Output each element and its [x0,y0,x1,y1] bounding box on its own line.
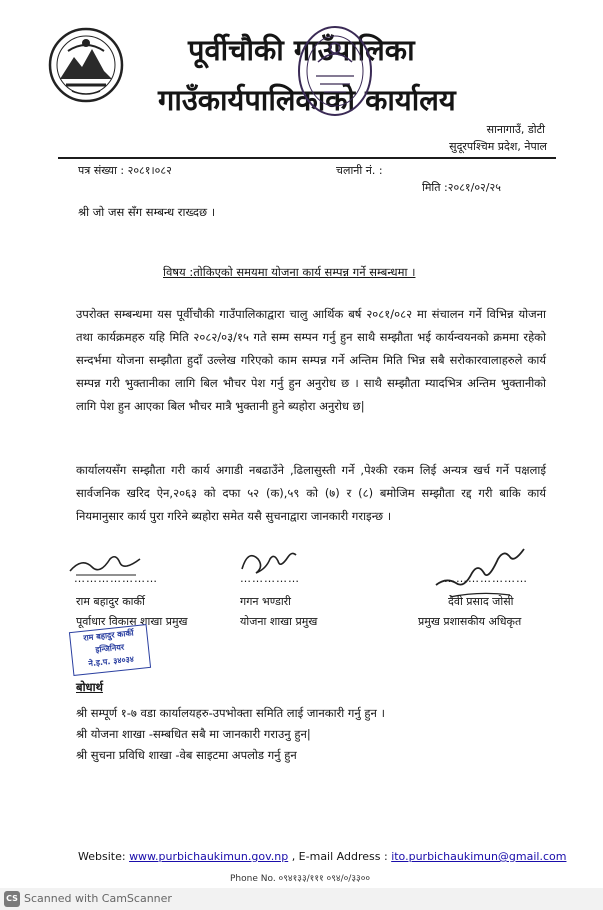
footer-contact [78,850,566,863]
signatory-name-2: गगन भण्डारी [240,595,292,608]
email-link[interactable]: ito.purbichaukimun@gmail.com [391,850,567,863]
email-label: , E-mail Address : [291,850,388,863]
website-label: Website: [78,850,126,863]
signatory-name-1: राम बहादुर कार्की [76,595,145,608]
letter-date: मिति :२०८१/०२/२५ [422,181,501,194]
scanner-watermark-bar [0,888,603,910]
camscanner-icon: CS [4,891,20,907]
footer-phone: Phone No. ०९४१३३/१११ ०९४/०/३३०० [230,874,371,884]
cc-item-3: श्री सुचना प्रविधि शाखा -वेब साइटमा अपलोड गर्नु हुन [76,748,297,762]
stamp-name: राम बहादुर कार्की [82,628,135,643]
engineer-stamp [69,624,151,676]
signature-line-2: …………… [240,572,300,585]
signatory-title-3: प्रमुख प्रशासकीय अधिकृत [418,615,522,628]
cc-item-1: श्री सम्पूर्ण १-७ वडा कार्यालयहरु-उपभोक्ता समिति लाई जानकारी गर्नु हुन । [76,706,385,720]
stamp-registration: ने.इ.प. ३४०३४ [88,654,135,669]
office-name: गाउँकार्यपालिकाको कार्यालय [158,83,456,117]
cc-heading: बोधार्थ [76,680,103,694]
letter-subject: विषय :तोकिएको समयमा योजना कार्य सम्पन्न गर्ने सम्बन्धमा । [163,265,416,279]
header-divider [58,157,556,159]
signature-line-3: ………………… [444,572,528,585]
salutation: श्री जो जस सँग सम्बन्ध राख्दछ । [78,205,216,219]
address-line-1: सानागाउँ, डोटी [486,123,545,136]
body-paragraph-1: उपरोक्त सम्बन्धमा यस पूर्वीचौकी गाउँपालिकाद्वारा चालु आर्थिक बर्ष २०८१/०८२ मा संचालन गर्ने विभिन्न योजना तथा कार्यक्रमहरु यहि मिति २०८२/०३/१५ गते सम्म सम्पन गर्नु हुन साथै सम्झौता भई कार्यन्वयनको क्रममा रहेको सन्दर्भमा योजना सम्झौता हुदाँ उल्लेख गरिएको काम सम्पन्न गर्ने अन्तिम मिति भिन्न सबै सरोकारवालाहरुले कार्य सम्पन्न गरी भुक्तानीका लागि बिल भौचर पेश गर्नु हुन अनुरोध छ । साथै सम्झौता म्यादभित्र अन्तिम भुक्तानीको लागि पेश हुन आएका बिल भौचर मात्रै भुक्तानी हुने ब्यहोरा अनुरोध छ| [76,307,546,413]
body-paragraph-2: कार्यालयसँग सम्झौता गरी कार्य अगाडी नबढाउँने ,ढिलासुस्ती गर्ने ,पेश्की रकम लिई अन्यत्र खर्च गर्ने पक्षलाई सार्वजनिक खरिद ऐन,२०६३ को दफा ५२ (क),५९ को (७) र (८) बमोजिम सम्झौता रद्द गरी बाकि कार्य नियमानुसार कार्य पुरा गरिने ब्यहोरा समेत यसै सुचनाद्वारा जानकारी गराइन्छ । [76,463,546,523]
website-link[interactable]: www.purbichaukimun.gov.np [129,850,289,863]
organization-name: पूर्वीचौकी गाउँपालिका [188,33,415,67]
stamp-designation: इन्जिनियर [95,642,125,655]
office-seal-stamp-icon [296,24,374,118]
signatory-name-3: देवी प्रसाद जोसी [448,595,514,608]
signatory-title-1: पूर्वाधार विकास शाखा प्रमुख [76,615,188,628]
letter-number: पत्र संख्या : २०८१।०८२ [78,164,172,177]
address-line-2: सुदूरपश्चिम प्रदेश, नेपाल [449,140,547,153]
scanner-watermark-text: Scanned with CamScanner [24,892,172,905]
nepal-emblem-icon [48,27,124,103]
cc-item-2: श्री योजना शाखा -सम्बधित सबै मा जानकारी गराउनु हुन| [76,727,311,741]
signature-line-1: ………………… [74,572,158,585]
dispatch-number: चलानी नं. : [336,164,383,177]
signatory-title-2: योजना शाखा प्रमुख [240,615,318,628]
